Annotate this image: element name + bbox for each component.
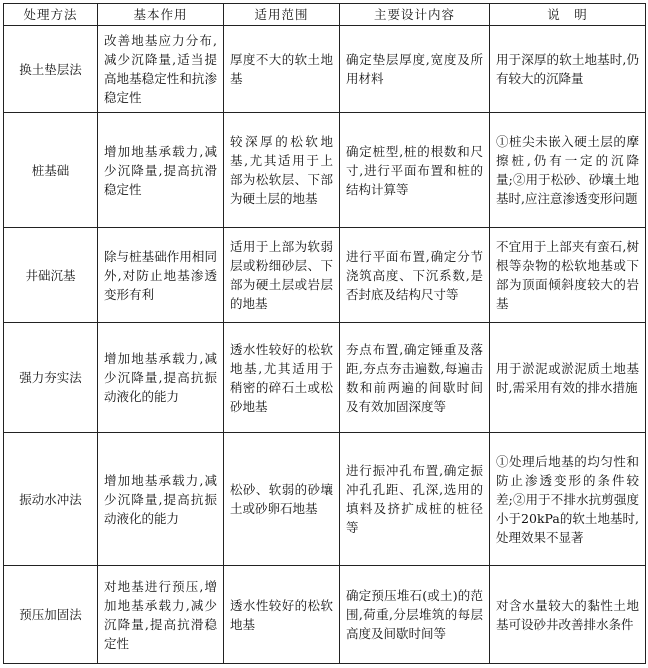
scope-cell: 透水性较好的松软地基,尤其适用于稍密的碎石土或松砂地基 [224, 323, 340, 433]
effect-cell: 增加地基承载力,减少沉降量,提高抗振动液化的能力 [98, 433, 224, 566]
design-cell: 夯点布置,确定锤重及落距,夯点夯击遍数,每遍击数和前两遍的间歇时间及有效加固深度等 [340, 323, 490, 433]
note-cell: ①处理后地基的均匀性和防止渗透变形的条件较差;②用于不排水抗剪强度小于20kPa的软土地基时,处理效果不显著 [490, 433, 646, 566]
header-row [4, 4, 646, 26]
table-row [4, 566, 646, 664]
header-method: 处理方法 [4, 4, 98, 26]
method-cell: 强力夯实法 [4, 323, 98, 433]
table-row [4, 113, 646, 228]
table-row [4, 228, 646, 323]
table-row [4, 433, 646, 566]
design-cell: 确定预压堆石(或土)的范围,荷重,分层堆筑的每层高度及间歇时间等 [340, 566, 490, 664]
effect-cell: 对地基进行预压,增加地基承载力,减少沉降量,提高抗滑稳定性 [98, 566, 224, 664]
scope-cell: 适用于上部为软弱层或粉细砂层、下部为硬土层或岩层的地基 [224, 228, 340, 323]
design-cell: 进行平面布置,确定分节浇筑高度、下沉系数,是否封底及结构尺寸等 [340, 228, 490, 323]
note-cell: 不宜用于上部夹有蛮石,树根等杂物的松软地基或下部为顶面倾斜度较大的岩基 [490, 228, 646, 323]
foundation-treatment-table [3, 3, 646, 664]
scope-cell: 透水性较好的松软地基 [224, 566, 340, 664]
table-row [4, 323, 646, 433]
effect-cell: 改善地基应力分布,减少沉降量,适当提高地基稳定性和抗渗稳定性 [98, 26, 224, 113]
method-cell: 预压加固法 [4, 566, 98, 664]
table-row [4, 26, 646, 113]
scope-cell: 松砂、软弱的砂壤土或砂卵石地基 [224, 433, 340, 566]
design-cell: 进行振冲孔布置,确定振冲孔孔距、孔深,选用的填料及挤扩成桩的桩径等 [340, 433, 490, 566]
scope-cell: 较深厚的松软地基,尤其适用于上部为松软层、下部为硬土层的地基 [224, 113, 340, 228]
method-cell: 换土垫层法 [4, 26, 98, 113]
note-cell: 用于淤泥或淤泥质土地基时,需采用有效的排水措施 [490, 323, 646, 433]
note-cell: 对含水量较大的黏性土地基可设砂井改善排水条件 [490, 566, 646, 664]
design-cell: 确定垫层厚度,宽度及所用材料 [340, 26, 490, 113]
effect-cell: 增加地基承载力,减少沉降量,提高抗振动液化的能力 [98, 323, 224, 433]
effect-cell: 除与桩基础作用相同外,对防止地基渗透变形有利 [98, 228, 224, 323]
header-scope: 适用范围 [224, 4, 340, 26]
header-design: 主要设计内容 [340, 4, 490, 26]
note-cell: ①桩尖未嵌入硬土层的摩擦桩,仍有一定的沉降量;②用于松砂、砂壤土地基时,应注意渗透变形问题 [490, 113, 646, 228]
scope-cell: 厚度不大的软土地基 [224, 26, 340, 113]
method-cell: 井础沉基 [4, 228, 98, 323]
method-cell: 振动水冲法 [4, 433, 98, 566]
header-note: 说 明 [490, 4, 646, 26]
note-cell: 用于深厚的软土地基时,仍有较大的沉降量 [490, 26, 646, 113]
effect-cell: 增加地基承载力,减少沉降量,提高抗滑稳定性 [98, 113, 224, 228]
method-cell: 桩基础 [4, 113, 98, 228]
header-effect: 基本作用 [98, 4, 224, 26]
design-cell: 确定桩型,桩的根数和尺寸,进行平面布置和桩的结构计算等 [340, 113, 490, 228]
